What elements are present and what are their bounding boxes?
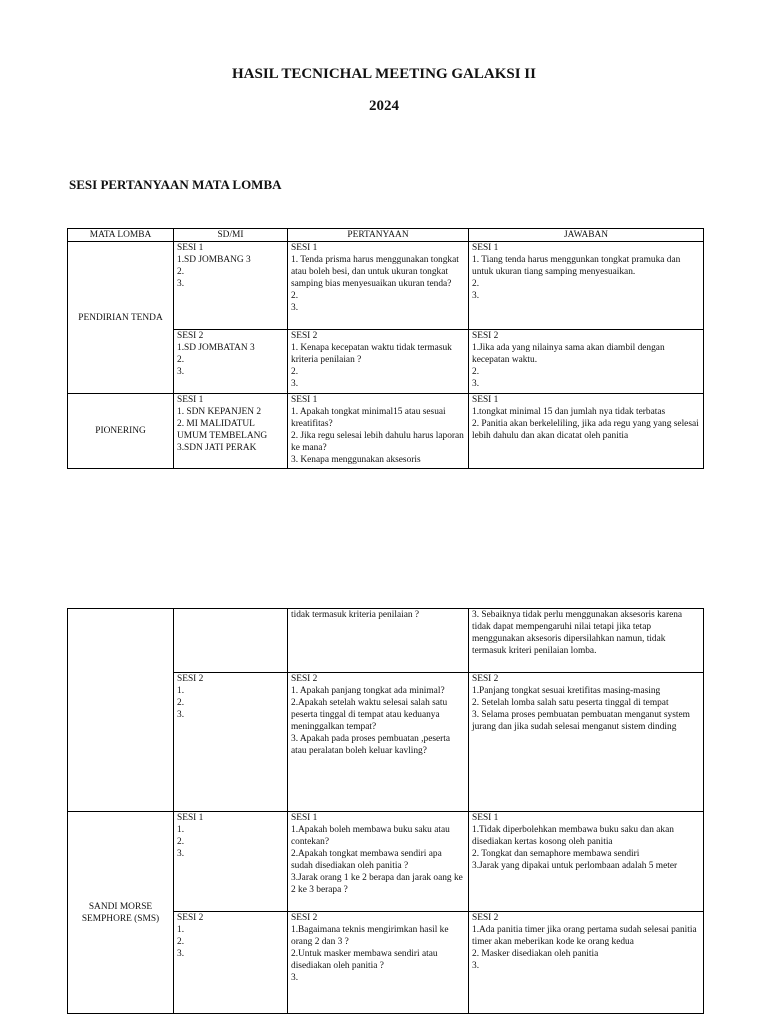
question-table-part1 [67,228,704,469]
cell-line: 2. [177,267,185,277]
cell-line: 3.SDN JATI PERAK [177,443,257,453]
cell-line: 3. [177,710,185,720]
cell-line: 1.Panjang tongkat sesuai kretifitas masing-masing [472,686,661,696]
event-name-cell [68,394,174,469]
cell-line: 1.Apakah boleh membawa buku saku atau contekan? [291,825,453,847]
cell-line: 3. Sebaiknya tidak perlu menggunakan aksesoris karena tidak dapat mempengaruhi nilai tetapi jika tetap menggunakan aksesoris dipersilahkan namun, tidak termasuk kriteri penilaian lomba. [472,610,685,656]
table-row [68,812,704,912]
sd-cell [174,673,288,812]
cell-line: 2. [291,367,299,377]
answer-cell [469,394,704,469]
event-name-cell [68,812,174,1014]
table-row [68,394,704,469]
event-name-cell [68,609,174,812]
cell-line: SESI 1 [177,813,204,823]
cell-line: SESI 1 [177,395,204,405]
cell-line: SESI 2 [177,913,204,923]
cell-line: 3. [177,849,185,859]
section-title: SESI PERTANYAAN MATA LOMBA [69,177,282,192]
cell-line: 2. Jika regu selesai lebih dahulu harus laporan ke mana? [291,431,467,453]
cell-line: 3. [291,303,299,313]
cell-line: 1. Tiang tenda harus menggunkan tongkat pramuka dan untuk ukuran tiang samping menyesuaikan. [472,255,683,277]
question-cell [288,394,469,469]
document-year: 2024 [369,98,399,114]
header-jawaban: JAWABAN [469,229,704,242]
sd-cell [174,912,288,1014]
cell-line: SESI 2 [291,331,318,341]
sd-cell [174,609,288,673]
cell-line: 2. Setelah lomba salah satu peserta tinggal di tempat [472,698,669,708]
answer-cell [469,242,704,330]
cell-line: 3. Selama proses pembuatan pembuatan menganut system jurang dan jika sudah selesai menganut sistem dinding [472,710,693,732]
cell-line: SESI 1 [177,243,204,253]
cell-line: 3. [177,279,185,289]
cell-line: SESI 2 [291,674,318,684]
table-row [68,242,704,330]
cell-line: SESI 2 [472,331,499,341]
cell-line: 2. [177,837,185,847]
cell-line: 1. Apakah tongkat minimal15 atau sesuai kreatifitas? [291,407,448,429]
question-cell [288,242,469,330]
event-name: PENDIRIAN TENDA [78,312,163,323]
cell-line: 1. SDN KEPANJEN 2 [177,407,262,417]
cell-line: SESI 2 [177,674,204,684]
document-title: HASIL TECNICHAL MEETING GALAKSI II [232,66,536,82]
table-row [68,609,704,673]
table-header-row [68,229,704,242]
cell-line: 2. [177,698,185,708]
cell-line: SESI 2 [291,913,318,923]
cell-line: 3.Jarak yang dipakai untuk perlombaan adalah 5 meter [472,861,678,871]
cell-line: 3. [291,379,299,389]
cell-line: 2. [291,291,299,301]
cell-line: 1.Jika ada yang nilainya sama akan diambil dengan kecepatan waktu. [472,343,667,365]
cell-line: SESI 1 [472,395,499,405]
cell-line: 2. MI MALIDATUL UMUM TEMBELANG [177,419,268,441]
cell-line: 3. [177,367,185,377]
cell-line: 1.Bagaimana teknis mengirimkan hasil ke orang 2 dan 3 ? [291,925,451,947]
question-cell [288,609,469,673]
answer-cell [469,330,704,394]
cell-line: 3. [291,973,299,983]
cell-line: SESI 1 [472,813,499,823]
cell-line: SESI 2 [177,331,204,341]
cell-line: 2.Untuk masker membawa sendiri atau disediakan oleh panitia ? [291,949,440,971]
cell-line: SESI 1 [291,243,318,253]
cell-line: SESI 1 [291,395,318,405]
cell-line: 3. Kenapa menggunakan aksesoris [291,455,421,465]
cell-line: SESI 2 [472,913,499,923]
event-name: SANDI MORSE SEMPHORE (SMS) [81,901,160,924]
cell-line: 2. Masker disediakan oleh panitia [472,949,599,959]
cell-line: 2. Panitia akan berkeleliling, jika ada regu yang yang selesai lebih dahulu dan akan dicatat oleh panitia [472,419,702,441]
cell-line: 3. [472,291,480,301]
cell-line: 1.tongkat minimal 15 dan jumlah nya tidak terbatas [472,407,666,417]
header-mata-lomba: MATA LOMBA [68,229,174,242]
event-name: PIONERING [95,426,146,436]
cell-line: 2.Apakah tongkat membawa sendiri apa sudah disediakan oleh panitia ? [291,849,445,871]
cell-line: 2. Tongkat dan semaphore membawa sendiri [472,849,640,859]
cell-line: 3.Jarak orang 1 ke 2 berapa dan jarak oang ke 2 ke 3 berapa ? [291,873,466,895]
header-pertanyaan: PERTANYAAN [288,229,469,242]
question-table-part2 [67,608,704,1014]
cell-line: 1. Tenda prisma harus menggunakan tongkat atau boleh besi, dan untuk ukuran tongkat samping bias menyesuaikan ukuran tenda? [291,255,462,289]
answer-cell [469,673,704,812]
cell-line: 2. [472,367,480,377]
cell-line: 1. Apakah panjang tongkat ada minimal? [291,686,445,696]
question-cell [288,912,469,1014]
cell-line: SESI 1 [291,813,318,823]
cell-line: 2. [177,937,185,947]
sd-cell [174,242,288,330]
cell-line: 1.Tidak diperbolehkan membawa buku saku dan akan disediakan kertas kosong oleh panitia [472,825,677,847]
cell-line: 1. [177,825,185,835]
sd-cell [174,330,288,394]
cell-line: 3. [472,379,480,389]
cell-line: SESI 2 [472,674,499,684]
event-name-cell [68,242,174,394]
sd-cell [174,812,288,912]
cell-line: 1. [177,686,185,696]
cell-line: 3. [472,961,480,971]
header-sd-mi: SD/MI [174,229,288,242]
question-cell [288,330,469,394]
cell-line: 1.Ada panitia timer jika orang pertama sudah selesai panitia timer akan meberikan kode ke orang kedua [472,925,700,947]
cell-line: 3. Apakah pada proses pembuatan ,peserta atau peralatan boleh keluar kavling? [291,734,453,756]
cell-line: 1.SD JOMBATAN 3 [177,343,255,353]
cell-line: 1.SD JOMBANG 3 [177,255,251,265]
cell-line: 2. [472,279,480,289]
cell-line: 3. [177,949,185,959]
cell-line: 1. Kenapa kecepatan waktu tidak termasuk kriteria penilaian ? [291,343,455,365]
question-cell [288,812,469,912]
answer-cell [469,912,704,1014]
answer-cell [469,609,704,673]
question-cell [288,673,469,812]
cell-line: SESI 1 [472,243,499,253]
cell-line: tidak termasuk kriteria penilaian ? [291,610,420,620]
answer-cell [469,812,704,912]
cell-line: 2. [177,355,185,365]
cell-line: 1. [177,925,185,935]
cell-line: 2.Apakah setelah waktu selesai salah satu peserta tinggal di tempat atau keduanya meninggalkan tempat? [291,698,450,732]
sd-cell [174,394,288,469]
